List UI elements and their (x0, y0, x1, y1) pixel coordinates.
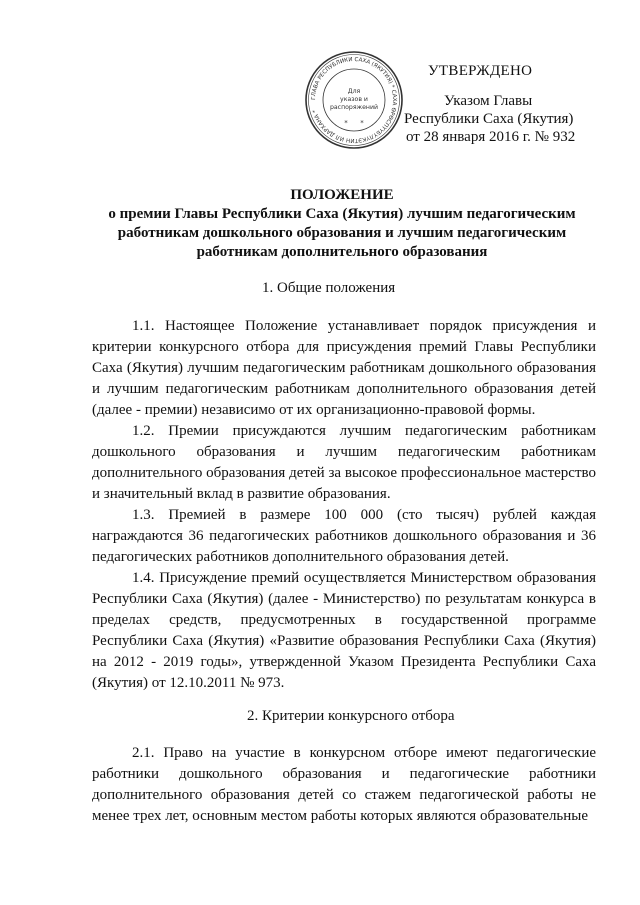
document-title-line-2: о премии Главы Республики Саха (Якутия) лучшим педагогическим (108, 206, 576, 222)
approval-republic-line: Республики Саха (Якутия) (404, 111, 574, 127)
document-title-line-4: работникам дополнительного образования (196, 244, 488, 260)
seal-center-line-1: Для (347, 88, 361, 95)
approval-decree-line: Указом Главы (444, 93, 533, 109)
paragraph-1-1: 1.1. Настоящее Положение устанавливает порядок присуждения и критерии конкурсного отбора для присуждения премий Главы Республики Саха (Якутия) лучшим педагогическим работникам дошкольного образования и лучшим педагогическим работникам дополнительного образования детей (далее - премии) независимо от их организационно-правовой формы. (92, 318, 596, 418)
official-seal (304, 50, 404, 150)
seal-center-line-3: распоряжений (329, 104, 379, 111)
paragraph-1-3: 1.3. Премией в размере 100 000 (сто тысяч) рублей каждая награждаются 36 педагогических работников дошкольного образования и 36 педагогических работников дополнительного образования детей. (92, 507, 596, 565)
document-title (92, 186, 592, 262)
seal-outer-text: ГЛАВА РЕСПУБЛИКИ САХА (ЯКУТИЯ) * САХА ӨРӨСПҮҮБҮЛҮКЭТИН ИЛ ДАРХАНА * (310, 56, 398, 144)
document-title-line-3: работникам дошкольного образования и лучшим педагогическим (117, 225, 567, 241)
seal-center-line-2: указов и (340, 96, 368, 103)
paragraph-2-1: 2.1. Право на участие в конкурсном отборе имеют педагогические работники дошкольного образования и педагогические работники дополнительного образования детей со стажем педагогической работы не менее трех лет, основным местом работы которых являются образовательные (92, 745, 596, 824)
seal-star-icon: * (360, 119, 364, 127)
section-2-heading: 2. Критерии конкурсного отбора (247, 708, 455, 724)
section-1-body (92, 316, 596, 694)
section-1-heading: 1. Общие положения (262, 280, 396, 296)
approved-title: УТВЕРЖДЕНО (428, 63, 533, 79)
section-2-body (92, 743, 596, 827)
document-title-line-1: ПОЛОЖЕНИЕ (290, 187, 394, 203)
approval-date-line: от 28 января 2016 г. № 932 (406, 129, 576, 145)
paragraph-1-4: 1.4. Присуждение премий осуществляется Министерством образования Республики Саха (Якутия) (далее - Министерство) по результатам конкурса в пределах средств, предусмотренных в государственной программе Республики Саха (Якутия) «Развитие образования Республики Саха (Якутия) на 2012 - 2019 годы», утвержденной Указом Президента Республики Саха (Якутия) от 12.10.2011 № 973. (92, 570, 596, 691)
paragraph-1-2: 1.2. Премии присуждаются лучшим педагогическим работникам дошкольного образования и лучшим педагогическим работникам дополнительного образования детей за высокое профессиональное мастерство и значительный вклад в развитие образования. (92, 423, 596, 502)
seal-star-icon: * (344, 119, 348, 127)
